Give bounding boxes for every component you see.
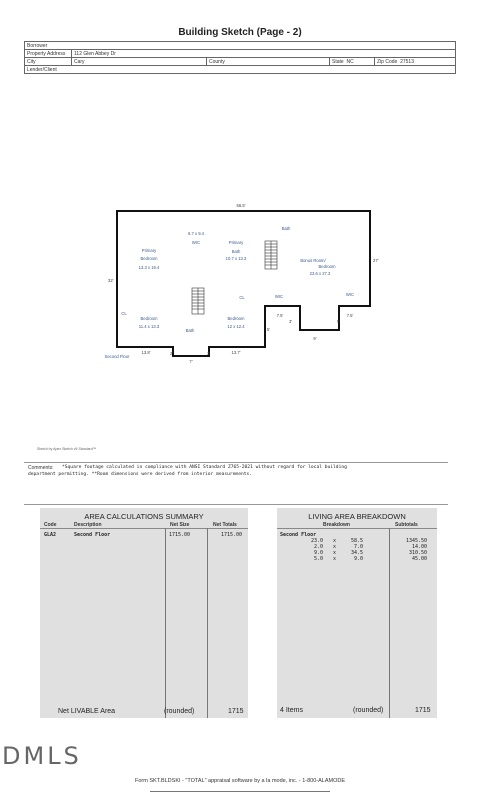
state-value: NC xyxy=(346,58,354,65)
bonus-label: Bonus Room/ xyxy=(300,258,326,263)
net-livable-rounded: (rounded) xyxy=(164,708,195,715)
footer-rule xyxy=(150,791,330,792)
wic1-size: 6.7 x 9.4 xyxy=(187,231,205,236)
col-net-size: Net Size xyxy=(170,522,190,528)
living-breakdown-title: LIVING AREA BREAKDOWN xyxy=(308,512,406,521)
cl-mid-label: CL xyxy=(239,295,245,300)
bonus-size: 23.6 x 27.3 xyxy=(309,271,331,276)
breakdown-b: 9.0 xyxy=(354,556,364,562)
county-label: County xyxy=(207,58,330,66)
borrower-label: Borrower xyxy=(25,42,456,50)
dim-small-c: 2' xyxy=(170,351,174,356)
comments-line1: *Square footage calculated in compliance with ANSI Standard Z765-2021 without regard for local building xyxy=(62,465,347,470)
primary-bath-size: 10.7 x 13.3 xyxy=(225,256,247,261)
primary-bath-label2: Bath xyxy=(231,249,241,254)
wic1-label: WIC xyxy=(191,240,201,245)
dim-right-c: 9' xyxy=(313,336,317,341)
comments-label: Comments: xyxy=(28,465,54,471)
dim-right-b: 7.5' xyxy=(346,313,354,318)
zip-cell xyxy=(375,58,456,66)
header-rule xyxy=(40,528,248,529)
header-rule xyxy=(277,528,437,529)
sketch-credit: Sketch by Apex Sketch v5 Standard™ xyxy=(37,447,97,451)
comments-bottom-rule xyxy=(24,504,448,505)
breakdown-op: x xyxy=(333,544,337,550)
city-label: City xyxy=(25,58,72,66)
breakdown-sub: 45.00 xyxy=(412,556,428,562)
bedroom-mid-size: 12 x 12.4 xyxy=(227,324,245,329)
dmls-watermark: DMLS xyxy=(2,742,82,770)
area-row-net: 1715.00 xyxy=(169,532,191,538)
breakdown-op: x xyxy=(333,550,337,556)
breakdown-sub: 14.00 xyxy=(412,544,428,550)
breakdown-total: 1715 xyxy=(415,707,431,714)
breakdown-sub: 310.50 xyxy=(409,550,428,556)
breakdown-op: x xyxy=(333,538,337,544)
form-footer: Form SKT.BLDSKI - "TOTAL" appraisal software by a la mode, inc. - 1-800-ALAMODE xyxy=(134,778,346,784)
address-label: Property Address xyxy=(25,50,72,58)
header-table xyxy=(24,41,456,74)
dim-small-d: 3' xyxy=(207,351,211,356)
area-summary-panel xyxy=(40,508,248,718)
comments-top-rule xyxy=(24,462,448,463)
floor-label: Second Floor xyxy=(104,354,130,359)
breakdown-sub: 1345.50 xyxy=(406,538,428,544)
breakdown-a: 9.0 xyxy=(314,550,324,556)
cl-left-label: CL xyxy=(121,311,127,316)
dim-small-b: 5' xyxy=(337,319,341,324)
breakdown-rounded: (rounded) xyxy=(353,707,384,714)
stair-right xyxy=(265,241,277,269)
bath-top-label: Bath xyxy=(281,226,291,231)
dim-notch-bottom: 7' xyxy=(189,359,193,364)
primary-bedroom-size: 13.3 x 19.4 xyxy=(138,265,160,270)
wic3-label: WIC xyxy=(345,292,355,297)
col-subtotals: Subtotals xyxy=(395,522,418,528)
primary-bedroom-label: Primary xyxy=(141,248,157,253)
breakdown-section: Second Floor xyxy=(280,532,317,538)
floor-plan-sketch xyxy=(0,195,480,365)
state-cell xyxy=(330,58,375,66)
comments-line2: department permitting. **Room dimensions were derived from interior measurements. xyxy=(28,472,253,477)
dim-top: 56.5' xyxy=(236,203,246,208)
breakdown-a: 2.0 xyxy=(314,544,324,550)
area-row-code: GLA2 xyxy=(44,532,57,538)
net-livable-label: Net LIVABLE Area xyxy=(58,708,116,715)
dim-left: 32' xyxy=(108,278,114,283)
living-breakdown-panel xyxy=(277,508,437,718)
dim-bottom-left: 13.8' xyxy=(141,350,151,355)
col-breakdown: Breakdown xyxy=(323,522,350,528)
breakdown-b: 7.0 xyxy=(354,544,364,550)
col-description: Description xyxy=(74,522,102,528)
dim-right-a: 7.5' xyxy=(276,313,284,318)
state-label: State xyxy=(332,58,344,65)
area-summary-title: AREA CALCULATIONS SUMMARY xyxy=(84,512,204,521)
area-row-total: 1715.00 xyxy=(221,532,243,538)
bedroom-left-size: 11.4 x 13.3 xyxy=(138,324,160,329)
area-row-desc: Second Floor xyxy=(74,532,111,538)
city-value: Cary xyxy=(72,58,207,66)
dim-step: 5' xyxy=(267,327,271,332)
col-divider xyxy=(207,528,208,718)
col-divider xyxy=(165,528,166,718)
breakdown-a: 5.0 xyxy=(314,556,324,562)
col-divider xyxy=(389,528,390,718)
dim-bottom-mid: 13.7' xyxy=(231,350,241,355)
breakdown-b: 34.5 xyxy=(351,550,364,556)
floor-outline xyxy=(117,211,370,356)
bonus-label2: Bedroom xyxy=(318,264,336,269)
address-value: 112 Glen Abbey Dr xyxy=(72,50,456,58)
stair-left xyxy=(192,288,204,314)
col-code: Code xyxy=(44,522,57,528)
breakdown-op: x xyxy=(333,556,337,562)
page-title: Building Sketch (Page - 2) xyxy=(178,27,302,38)
primary-bedroom-label2: Bedroom xyxy=(140,256,158,261)
zip-label: Zip Code xyxy=(377,58,398,65)
net-livable-value: 1715 xyxy=(228,708,244,715)
zip-value: 27513 xyxy=(400,58,414,65)
bedroom-left-label: Bedroom xyxy=(140,316,158,321)
breakdown-a: 23.0 xyxy=(311,538,324,544)
bath-bottom-label: Bath xyxy=(185,328,195,333)
col-net-totals: Net Totals xyxy=(213,522,237,528)
breakdown-b: 58.5 xyxy=(351,538,364,544)
dim-small-a: 3' xyxy=(289,319,293,324)
primary-bath-label: Primary xyxy=(228,240,244,245)
bedroom-mid-label: Bedroom xyxy=(227,316,245,321)
wic2-label: WIC xyxy=(274,294,284,299)
dim-right: 27' xyxy=(373,258,379,263)
items-count: 4 Items xyxy=(280,707,303,714)
lender-label: Lender/Client xyxy=(25,66,456,74)
